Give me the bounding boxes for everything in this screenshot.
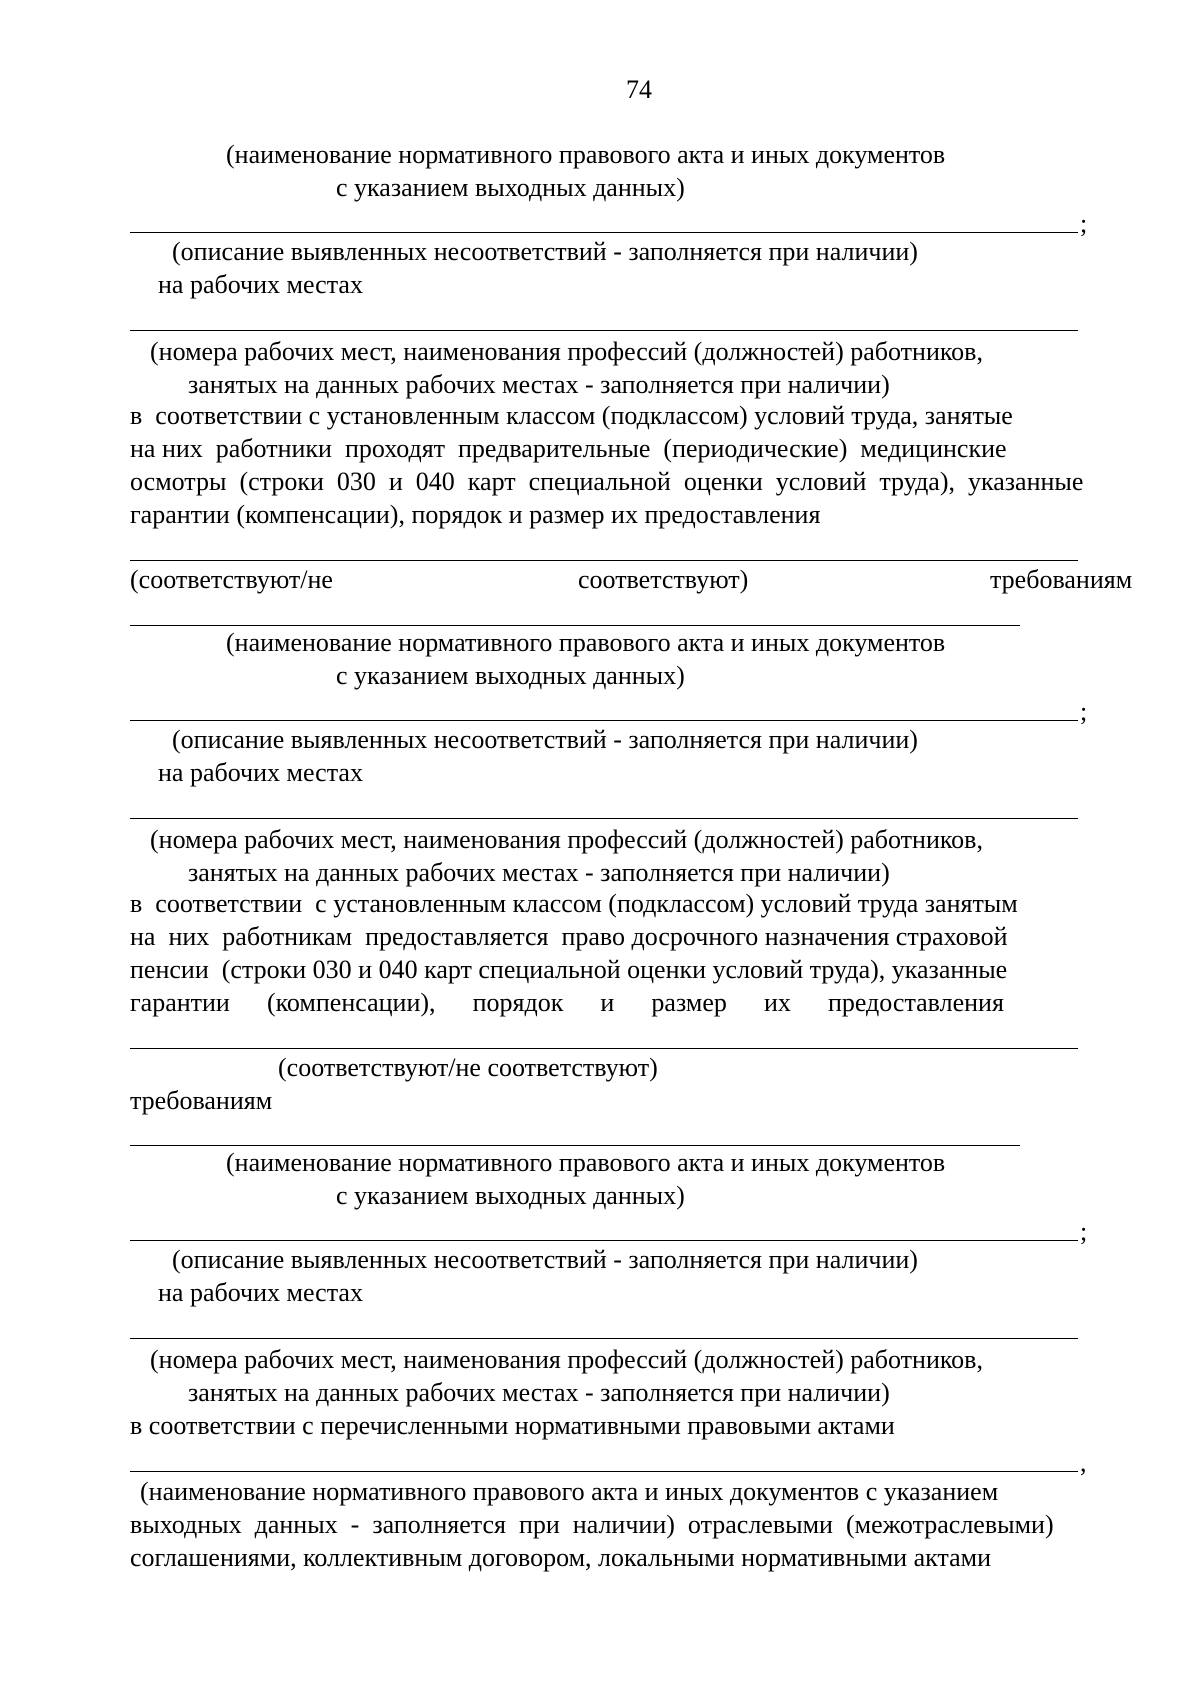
word: (компенсации), bbox=[266, 988, 436, 1017]
workplaces-caption-line-1: (номера рабочих мест, наименования профессий (должностей) работников, bbox=[150, 1345, 983, 1374]
text: в соответствии с установленным классом (подклассом) условий труда, занятые bbox=[130, 401, 1013, 430]
final-caption-line-3: соглашениями, коллективным договором, локальными нормативными актами bbox=[130, 1543, 991, 1572]
fill-in-line bbox=[130, 818, 1078, 819]
semicolon: ; bbox=[1080, 697, 1088, 726]
paragraph-pension-line-1: в соответствии с установленным классом (подклассом) условий труда занятым bbox=[130, 889, 1018, 918]
paragraph-medical-line-4: гарантии (компенсации), порядок и размер их предоставления bbox=[130, 500, 821, 529]
semicolon: ; bbox=[1080, 1217, 1088, 1246]
discrepancy-caption: (описание выявленных несоответствий - заполняется при наличии) bbox=[172, 237, 918, 266]
act-caption-line-2: с указанием выходных данных) bbox=[336, 1181, 685, 1210]
workplaces-label: на рабочих местах bbox=[158, 758, 363, 787]
fill-in-line bbox=[130, 1338, 1078, 1339]
fill-in-line bbox=[130, 1145, 1020, 1146]
word: предоставления bbox=[827, 988, 1004, 1017]
comma: , bbox=[1080, 1448, 1087, 1477]
paragraph-medical-line-1 bbox=[130, 400, 1148, 432]
compliance-part-1: (соответствуют/не bbox=[130, 565, 333, 594]
requirements-word: требованиям bbox=[130, 1086, 273, 1115]
fill-in-line bbox=[130, 1048, 1078, 1049]
paragraph-pension-line-3: пенсии (строки 030 и 040 карт специальной оценки условий труда), указанные bbox=[130, 955, 1008, 984]
paragraph-medical-line-3: осмотры (строки 030 и 040 карт специальной оценки условий труда), указанные bbox=[130, 467, 1084, 496]
final-caption-line-1: (наименование нормативного правового акта и иных документов с указанием bbox=[140, 1477, 999, 1506]
page-number: 74 bbox=[626, 75, 652, 104]
paragraph-pension-line-2: на них работникам предоставляется право досрочного назначения страховой bbox=[130, 922, 1008, 951]
fill-in-line bbox=[130, 625, 1020, 626]
compliance-part-2: соответствуют) bbox=[578, 565, 749, 594]
word: гарантии bbox=[130, 988, 230, 1017]
paragraph-pension-line-4 bbox=[130, 987, 1004, 1019]
discrepancy-caption: (описание выявленных несоответствий - заполняется при наличии) bbox=[172, 1245, 918, 1274]
fill-in-line bbox=[130, 232, 1078, 233]
workplaces-caption-line-1: (номера рабочих мест, наименования профессий (должностей) работников, bbox=[150, 825, 983, 854]
word: порядок bbox=[472, 988, 564, 1017]
workplaces-caption-line-1: (номера рабочих мест, наименования профессий (должностей) работников, bbox=[150, 337, 983, 366]
compliance-caption: (соответствуют/не соответствуют) bbox=[278, 1053, 658, 1082]
word: и bbox=[600, 988, 615, 1017]
word: размер bbox=[651, 988, 727, 1017]
workplaces-label: на рабочих местах bbox=[158, 1278, 363, 1307]
fill-in-line bbox=[130, 330, 1078, 331]
word: их bbox=[763, 988, 791, 1017]
workplaces-caption-line-2: занятых на данных рабочих местах - заполняется при наличии) bbox=[188, 858, 890, 887]
workplaces-caption-line-2: занятых на данных рабочих местах - заполняется при наличии) bbox=[188, 370, 890, 399]
paragraph-medical-line-2: на них работники проходят предварительные (периодические) медицинские bbox=[130, 434, 1007, 463]
act-caption-line-1: (наименование нормативного правового акта и иных документов bbox=[226, 628, 946, 657]
act-caption-line-2: с указанием выходных данных) bbox=[336, 173, 685, 202]
discrepancy-caption: (описание выявленных несоответствий - заполняется при наличии) bbox=[172, 725, 918, 754]
listed-acts-line: в соответствии с перечисленными нормативными правовыми актами bbox=[130, 1411, 895, 1440]
workplaces-caption-line-2: занятых на данных рабочих местах - заполняется при наличии) bbox=[188, 1378, 890, 1407]
fill-in-line bbox=[130, 720, 1078, 721]
fill-in-line bbox=[130, 560, 1078, 561]
act-caption-line-1: (наименование нормативного правового акта и иных документов bbox=[226, 140, 946, 169]
requirements-word: требованиям bbox=[990, 565, 1133, 594]
fill-in-line bbox=[130, 1471, 1078, 1472]
act-caption-line-2: с указанием выходных данных) bbox=[336, 661, 685, 690]
fill-in-line bbox=[130, 1240, 1078, 1241]
final-caption-line-2: выходных данных - заполняется при наличии) отраслевыми (межотраслевыми) bbox=[130, 1510, 1054, 1539]
workplaces-label: на рабочих местах bbox=[158, 270, 363, 299]
act-caption-line-1: (наименование нормативного правового акта и иных документов bbox=[226, 1148, 946, 1177]
semicolon: ; bbox=[1080, 209, 1088, 238]
